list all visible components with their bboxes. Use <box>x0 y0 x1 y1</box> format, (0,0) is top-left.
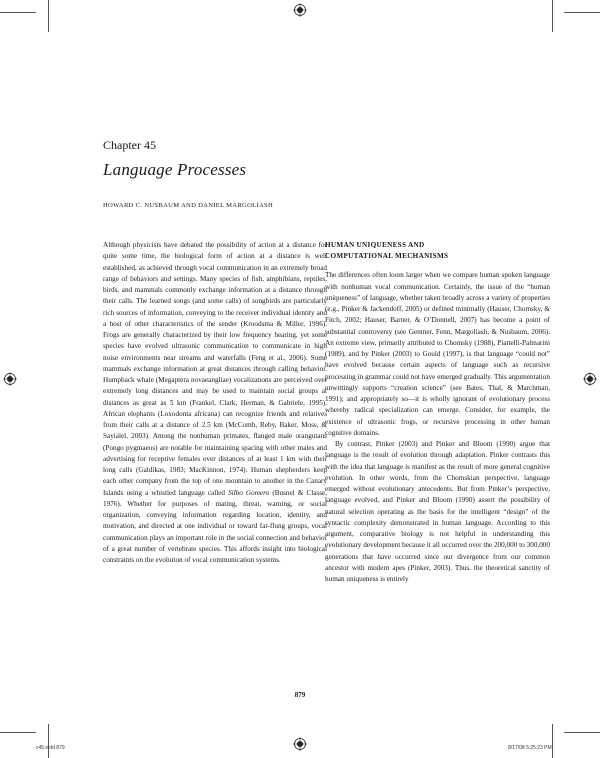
section-heading <box>325 240 550 262</box>
crop-mark-top-left-h <box>0 12 36 13</box>
section-heading-line-2: COMPUTATIONAL MECHANISMS <box>325 252 449 261</box>
intro-paragraph <box>103 240 327 566</box>
crop-mark-top-right-v <box>552 0 553 32</box>
slug-timestamp: 8/17/08 5:25:23 PM <box>508 745 552 751</box>
registration-mark-top-icon <box>293 3 307 17</box>
chapter-title: Language Processes <box>103 160 247 179</box>
left-column <box>103 240 327 566</box>
crop-mark-bottom-right-v <box>552 724 553 758</box>
intro-text-part-2: (Busnel & Classe, 1976). Whether for purposes of mating, threat, warning, or social organization, conveying information regarding location, identity, and motivation, and directed at one individual or toward far-flung groups, vocal communication plays an important role in the social connection and behavior of a great number of vertebrate species. This affords insight into biological constraints on the evolution of vocal communication systems. <box>103 488 327 564</box>
registration-mark-bottom-icon <box>293 737 307 751</box>
section-heading-line-1: HUMAN UNIQUENESS AND <box>325 241 425 249</box>
body-paragraph-2: By contrast, Pinker (2003) and Pinker and Bloom (1990) argue that language is the result of evolution through adaptation. Pinker contrasts this with the idea that language is manifest as the result of more general cognitive evolution. In other words, from the Chomskian perspective, language emerged without evolutionary antecedents. But from Pinker’s perspective, language evolved, and Pinker and Bloom (1990) assert the possibility of natural selection operating as the basis for the intelligent “design” of the syntactic complexity demonstrated in human language. According to this argument, comparative biology is not helpful in understanding this evolutionary development because it all occurred over the 200,000 to 300,000 generations that have occurred since our divergence from our common ancestor with modern apes (Pinker, 2003). Thus, the theoretical sanctity of human uniqueness is entirely <box>325 440 550 584</box>
chapter-authors: HOWARD C. NUSBAUM AND DANIEL MARGOLIASH <box>103 202 274 209</box>
chapter-number: Chapter 45 <box>103 138 156 152</box>
body-paragraph-1: The differences often loom larger when we compare human spoken language with nonhuman vocal communication. Certainly, the issue of the “human uniqueness” of language, whether taken broadly across a variety of properties (e.g., Pinker & Jackendoff, 2005) or defined minimally (Hauser, Chomsky, & Fitch, 2002; Hauser, Barner, & O’Donnell, 2007) has become a point of substantial controversy (see Gentner, Fenn, Margoliash, & Nusbaum, 2006). An extreme view, primarily attributed to Chomsky (1988), Piattelli-Palmarini (1989), and by Pinker (2003) to Gould (1997), is that language “could not” have evolved because certain aspects of language such as recursive processing in grammar could not have emerged gradually. This argumentation unwittingly supports “creation science” (see Bates, Thal, & Marchman, 1991); and appropriately so—it is wholly ignorant of evolutionary process whereby radical specialization can emerge. Consider, for example, the existence of ultrasonic frogs, or recursive processing in other human cognitive domains. <box>325 271 550 437</box>
crop-mark-bottom-left-v <box>48 724 49 758</box>
crop-mark-bottom-right-h <box>564 732 600 733</box>
crop-mark-bottom-left-h <box>0 732 36 733</box>
crop-mark-top-left-v <box>48 0 49 32</box>
page-number: 879 <box>294 691 306 699</box>
crop-mark-top-right-h <box>564 12 600 13</box>
right-column <box>325 240 550 585</box>
registration-mark-left-icon <box>3 372 17 386</box>
intro-text-part-1: Although physicists have debated the possibility of action at a distance for quite some time, the biological form of action at a distance is well established, as achieved through vocal communication in an extremely broad range of behaviors and settings. Many species of fish, amphibians, reptiles, birds, and mammals commonly exchange information at a distance through their calls. The learned songs (and some calls) of songbirds are particularly rich sources of information, conveying to the receiver individual identity and a host of other characteristics of the sender (Kroodsma & Miller, 1996). Frogs are generally characterized by their low frequency hearing, yet some species have evolved ultrasonic communication to communicate in high noise environments near streams and waterfalls (Feng et al., 2006). Some mammals exchange information at great distances through calling behavior. Humpback whale (Megaptera novaeangliae) vocalizations are perceived over extremely long distances and may be used to maintain social groups at distances as great as 5 km (Frankel, Clark, Herman, & Gabriele, 1995). African elephants (Loxodonta africana) can recognize friends and relatives from their calls at a distance of 2.5 km (McComb, Reby, Baker, Moss, & Sayialel, 2003). Among the nonhuman primates, flanged male orangutans (Pongo pygmaeus) are notable for maintaining spacing with other males and advertising for receptive females over distances of at least 1 km with their long calls (Galdikas, 1983; MacKinnon, 1974). Human shepherders keep each other company from the top of one mountain to another in the Canary Islands using a whistled language called <box>103 241 327 497</box>
slug-file-info: c45.indd 879 <box>36 745 65 751</box>
registration-mark-right-icon <box>583 372 597 386</box>
intro-text-italic: Silbo Gomero <box>228 488 270 497</box>
